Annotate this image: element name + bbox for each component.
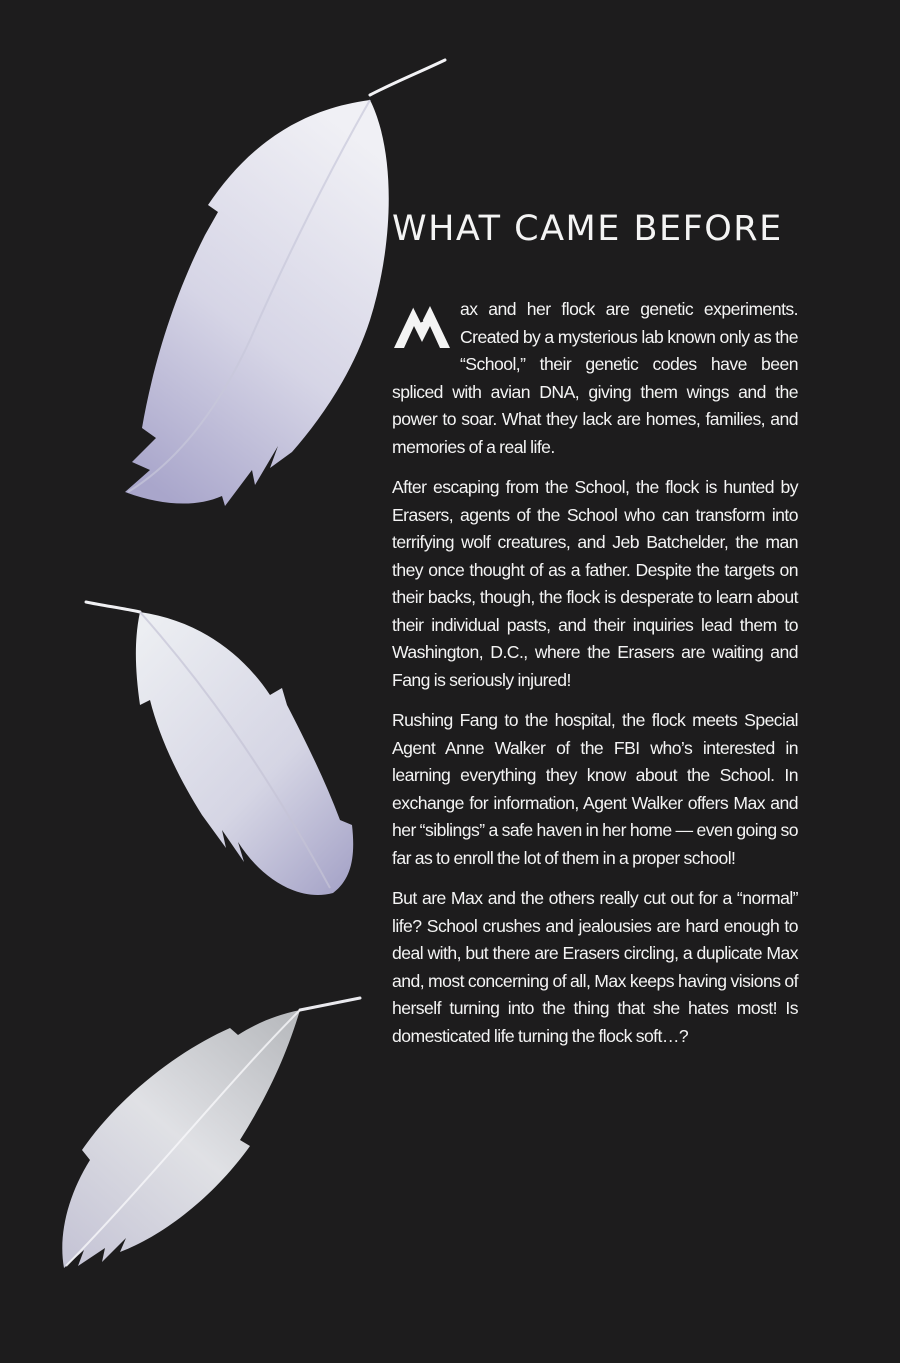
paragraph-3: Rushing Fang to the hospital, the flock meets Special Agent Anne Walker of the FBI who’s interested in learning everything they know about the School. In exchange for information, Agent Walker offers Max and her “siblings” a safe haven in her home — even going so far as to enroll the lot of them in a proper school! bbox=[392, 710, 798, 868]
page-title: WHAT CAME BEFORE bbox=[392, 209, 783, 249]
paragraph-1-text: ax and her flock are genetic experiments. Created by a mysterious lab known only as the “School,” their genetic codes have been spliced with avian DNA, giving them wings and the power to soar. What they lack are homes, families, and memories of a real life. bbox=[392, 299, 798, 457]
dropcap-logo bbox=[392, 302, 452, 352]
feather-bottom bbox=[62, 998, 360, 1268]
text-column bbox=[392, 206, 798, 1063]
paragraph-4: But are Max and the others really cut out for a “normal” life? School crushes and jealousies are hard enough to deal with, but there are Erasers circling, a duplicate Max and, most concerning of all, Max keeps having visions of herself turning into the thing that she hates most! Is domesticated life turning the flock soft…? bbox=[392, 888, 798, 1046]
feather-middle bbox=[86, 602, 353, 895]
dropcap-m-icon bbox=[392, 302, 452, 352]
paragraph-2: After escaping from the School, the flock is hunted by Erasers, agents of the School who can transform into terrifying wolf creatures, and Jeb Batchelder, the man they once thought of as a father. Despite the targets on their backs, though, the flock is desperate to learn about their individual pasts, and their inquiries lead them to Washington, D.C., where the Erasers are waiting and Fang is seriously injured! bbox=[392, 477, 798, 690]
paragraph-1 bbox=[392, 296, 798, 461]
